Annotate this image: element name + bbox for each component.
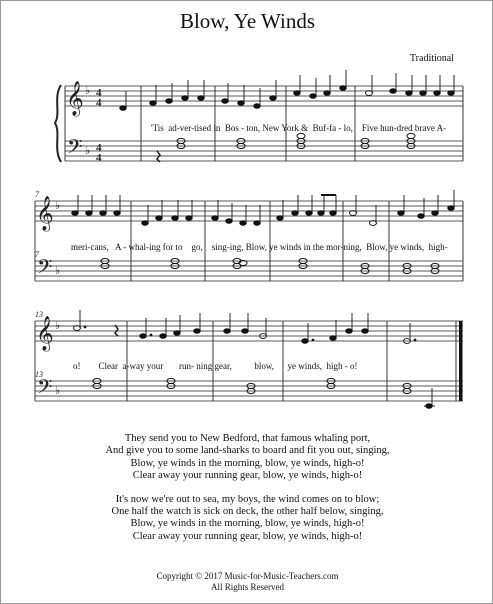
time-signature-top: 4	[96, 87, 102, 99]
lyrics-line-1: 'Tis ad-ver-tised in Bos - ton, New York & Buf-fa - lo, Five hun-dred brave A-	[151, 123, 447, 133]
measure-number-13-treble: 13	[35, 310, 43, 319]
melody-notes-3	[74, 310, 416, 343]
time-signature-bottom: 4	[96, 97, 102, 109]
verse-line: Clear away your running gear, blow, ye winds, high-o!	[132, 530, 363, 542]
bass-clef-2: 𝄢	[37, 257, 53, 283]
verse-line: Clear away your running gear, blow, ye winds, high-o!	[132, 470, 363, 482]
composer-credit: Traditional	[409, 53, 454, 64]
verse-line: One half the watch is sick on deck, the other half below, singing,	[111, 506, 384, 518]
key-flat-bass-2: ♭	[55, 265, 61, 277]
bass-clef-1: 𝄢	[67, 137, 83, 163]
verse-line: And give you to some land-sharks to board and fit you out, singing,	[105, 445, 390, 457]
verses	[1, 433, 493, 543]
quarter-rest-1	[157, 151, 160, 162]
rights-notice: All Rights Reserved	[211, 582, 284, 592]
lyrics-line-3: o! Clear a-way your run- ning gear, blow, ye winds, high - o!	[73, 361, 358, 371]
measure-number-7-treble: 7	[35, 190, 39, 199]
measure-number-13-bass: 13	[35, 370, 43, 379]
final-barline	[459, 321, 463, 401]
quarter-rest-3	[115, 325, 118, 336]
key-flat-2: ♭	[55, 200, 61, 212]
verse-line: Blow, ye winds in the morning, blow, ye winds, high-o!	[130, 457, 365, 469]
key-flat-bass-3: ♭	[55, 385, 61, 397]
key-flat-bass-1: ♭	[85, 145, 91, 157]
treble-clef-3: 𝄞	[36, 317, 54, 350]
score-system-3	[35, 310, 463, 408]
bass-staff-1	[65, 141, 463, 161]
score-system-1	[55, 70, 463, 164]
lyrics-line-2: meri-cans, A - whal-ing for to go, sing-ing, Blow, ye winds in the mor-ning, Blow, ye winds, high-	[71, 242, 448, 252]
treble-clef-1: 𝄞	[66, 82, 84, 115]
time-signature-bass-top: 4	[96, 142, 102, 154]
key-flat-3: ♭	[55, 320, 61, 332]
score-system-2	[35, 190, 463, 283]
bass-clef-3: 𝄢	[37, 377, 53, 403]
treble-staff-1	[65, 86, 463, 106]
verse-3	[1, 494, 493, 544]
measure-number-7-bass: 7	[35, 250, 39, 259]
system-brace-1	[55, 85, 61, 162]
copyright-notice: Copyright © 2017 Music-for-Music-Teachers.com	[156, 571, 339, 581]
treble-staff-3	[35, 321, 463, 341]
verse-2	[1, 433, 493, 483]
copyright-footer	[1, 571, 493, 593]
song-title: Blow, Ye Winds	[179, 9, 316, 33]
treble-clef-2: 𝄞	[36, 197, 54, 230]
time-signature-bass-bottom: 4	[96, 152, 102, 164]
bass-staff-2	[35, 261, 463, 281]
melody-notes-1	[120, 70, 455, 110]
verse-line: They send you to New Bedford, that famous whaling port,	[124, 433, 371, 444]
verse-line: It's now we're out to sea, my boys, the wind comes on to blow;	[115, 493, 380, 505]
key-flat-1: ♭	[85, 85, 91, 97]
melody-notes-2	[72, 190, 455, 225]
verse-line: Blow, ye winds in the morning, blow, ye winds, high-o!	[130, 518, 365, 530]
